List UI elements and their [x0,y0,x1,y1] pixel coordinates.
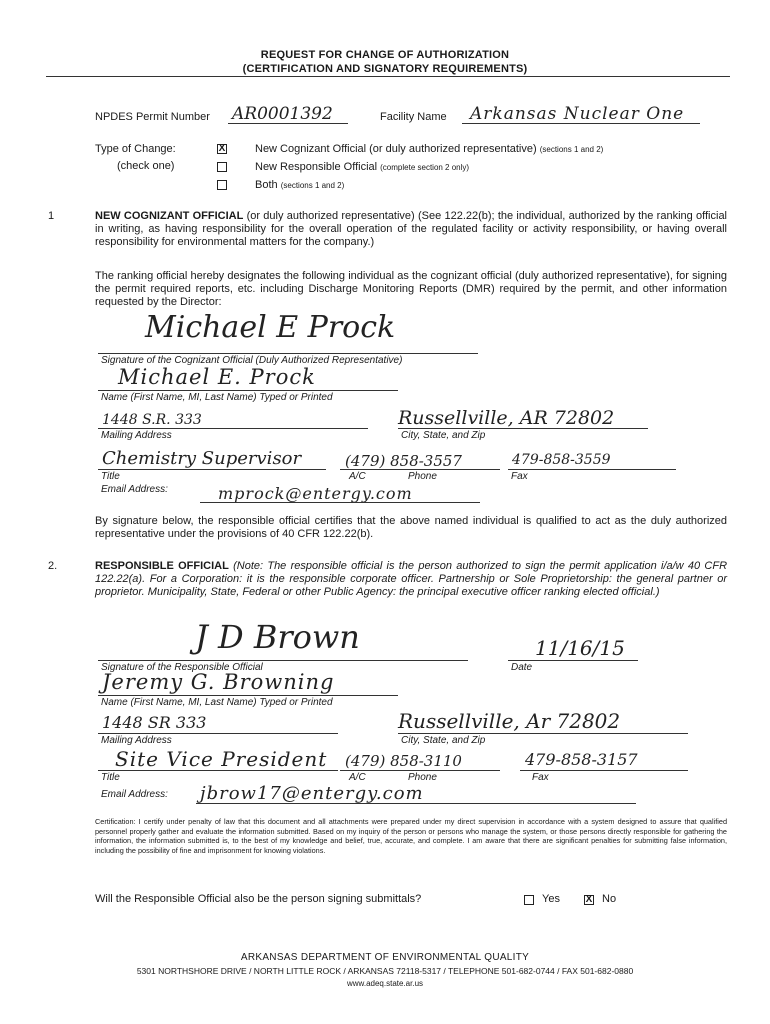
cognizant-city-value[interactable]: Russellville, AR 72802 [398,407,615,429]
responsible-email-value[interactable]: jbrow17@entergy.com [200,783,424,804]
footer-website: www.adeq.state.ar.us [346,979,424,988]
option-responsible-row: New Responsible Official (complete section 2 only) [255,161,470,173]
responsible-signature-line [98,660,468,661]
responsible-fax-label: Fax [532,772,549,783]
responsible-email-label: Email Address: [101,789,168,800]
responsible-fax-value[interactable]: 479-858-3157 [525,750,638,769]
responsible-name-line [98,695,398,696]
cognizant-city-line [398,428,648,429]
option-both-row: Both (sections 1 and 2) [255,179,345,191]
header-rule [46,76,730,77]
responsible-title-line [98,770,338,771]
cognizant-title-label: Title [101,471,120,482]
responsible-city-line [398,733,688,734]
cognizant-fax-label: Fax [511,471,528,482]
footer-agency: ARKANSAS DEPARTMENT OF ENVIRONMENTAL QUALITY [240,952,530,963]
responsible-title-value[interactable]: Site Vice President [115,747,328,771]
footer-address: 5301 NORTHSHORE DRIVE / NORTH LITTLE ROCK / ARKANSAS 72118-5317 / TELEPHONE 501-682-0744 / FAX 501-682-0880 [136,966,634,976]
responsible-date-line [508,660,638,661]
permit-number-value[interactable]: AR0001392 [232,104,333,124]
cognizant-email-value[interactable]: mprock@entergy.com [218,484,413,503]
option-responsible-checkbox[interactable] [217,162,227,172]
responsible-date-value[interactable]: 11/16/15 [535,636,625,660]
cognizant-ac-label: A/C [349,471,366,482]
cognizant-fax-line [508,469,676,470]
responsible-ac-label: A/C [349,772,366,783]
signing-question: Will the Responsible Official also be the person signing submittals? [95,893,422,905]
cognizant-title-value[interactable]: Chemistry Supervisor [102,448,302,469]
option-cognizant-checkbox[interactable]: X [218,143,226,154]
section-2-intro: RESPONSIBLE OFFICIAL (Note: The responsible official is the person authorized to sign the permit application i/a/w 40 CFR 122.22(a). For a Corporation: it is the responsible corporate officer. Partnership or Sole Proprietorship: the general partner or proprietor. Municipality, State, Federal or other Public Agency: the principal executive officer ranking elected official.) [95,560,728,598]
responsible-address-line [98,733,338,734]
facility-name-label: Facility Name [380,111,447,123]
responsible-signature[interactable]: J D Brown [195,618,360,656]
section-2-number: 2. [48,560,58,572]
question-no-checkbox[interactable]: X [585,894,593,905]
question-yes-label: Yes [542,893,560,905]
document-title: REQUEST FOR CHANGE OF AUTHORIZATION [260,49,510,61]
cognizant-name-label: Name (First Name, MI, Last Name) Typed or Printed [101,392,333,403]
cognizant-address-value[interactable]: 1448 S.R. 333 [102,412,202,428]
facility-name-value[interactable]: Arkansas Nuclear One [470,104,685,124]
cognizant-email-label: Email Address: [101,484,168,495]
cognizant-phone-value[interactable]: (479) 858-3557 [345,452,462,470]
cognizant-fax-value[interactable]: 479-858-3559 [512,452,611,468]
responsible-phone-label: Phone [408,772,437,783]
responsible-email-line [196,803,636,804]
responsible-phone-line [340,770,500,771]
cognizant-city-label: City, State, and Zip [401,430,486,441]
responsible-name-value[interactable]: Jeremy G. Browning [102,670,335,694]
document-subtitle: (CERTIFICATION AND SIGNATORY REQUIREMENTS) [242,63,528,75]
permit-number-label: NPDES Permit Number [95,111,210,123]
cognizant-phone-line [340,469,500,470]
section-1-number: 1 [48,210,55,222]
responsible-title-label: Title [101,772,120,783]
cognizant-address-label: Mailing Address [101,430,172,441]
responsible-date-label: Date [511,662,533,673]
section-1-certify: By signature below, the responsible official certifies that the above named individual is qualified to act as the duly authorized representative under the provisions of 40 CFR 122.22(b). [95,515,727,540]
option-cognizant-row: New Cognizant Official (or duly authorized representative) (sections 1 and 2) [255,143,604,155]
section-1-designation: The ranking official hereby designates the following individual as the cognizant official (duly authorized representative), for signing the permit required reports, etc. including Discharge Monitoring Reports (DMR) required by the permit, and other information requested by the Director: [95,270,727,308]
responsible-city-label: City, State, and Zip [401,735,486,746]
responsible-address-label: Mailing Address [101,735,172,746]
cognizant-phone-label: Phone [408,471,437,482]
cognizant-signature[interactable]: Michael E Prock [145,310,396,345]
cognizant-name-line [98,390,398,391]
responsible-fax-line [520,770,688,771]
cognizant-name-value[interactable]: Michael E. Prock [118,365,316,389]
question-no-label: No [602,893,617,905]
cognizant-signature-label: Signature of the Cognizant Official (Duly Authorized Representative) [101,355,403,366]
check-one-label: (check one) [117,160,175,172]
responsible-phone-value[interactable]: (479) 858-3110 [345,752,462,770]
responsible-name-label: Name (First Name, MI, Last Name) Typed or Printed [101,697,333,708]
responsible-address-value[interactable]: 1448 SR 333 [102,713,207,732]
cognizant-signature-line [98,353,478,354]
section-1-intro: NEW COGNIZANT OFFICIAL (or duly authorized representative) (See 122.22(b); the individual, authorized by the ranking official in writing, as having responsibility for the overall operation of the regulated facility or activity responsibility, or having overall responsibility for environmental matters for the company.) [95,210,728,248]
cognizant-address-line [98,428,368,429]
question-yes-checkbox[interactable] [524,895,534,905]
cognizant-email-line [200,502,480,503]
type-of-change-label: Type of Change: [95,143,176,155]
cognizant-title-line [98,469,326,470]
responsible-city-value[interactable]: Russellville, Ar 72802 [398,709,621,733]
certification-statement: Certification: I certify under penalty of law that this document and all attachments were prepared under my direct supervision in accordance with a system designed to assure that qualified personnel properly gather and evaluate the information submitted. Based on my inquiry of the person or persons who manage the system, or those persons directly responsible for gathering the information, the information submitted is, to the best of my knowledge and belief, true, accurate, and complete. I am aware that there are significant penalties for submitting false information, including the possibility of fine and imprisonment for knowing violations. [95,817,727,855]
option-both-checkbox[interactable] [217,180,227,190]
responsible-signature-label: Signature of the Responsible Official [101,662,263,673]
